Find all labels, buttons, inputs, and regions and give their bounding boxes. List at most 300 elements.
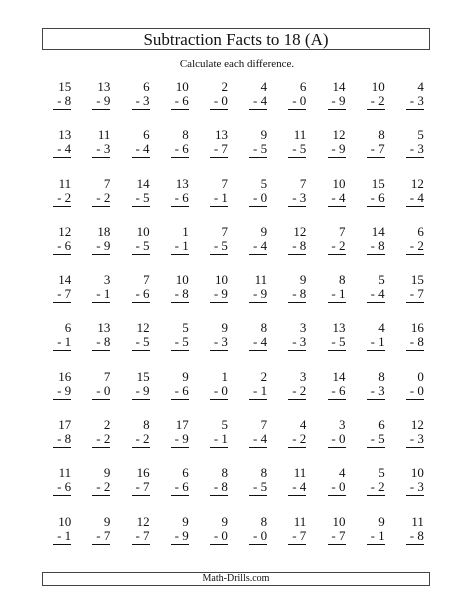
subtrahend: - 0 <box>210 384 228 400</box>
minuend: 15 <box>371 175 385 191</box>
subtrahend: - 1 <box>210 191 228 207</box>
subtraction-problem <box>355 225 394 273</box>
subtraction-problem <box>355 515 394 563</box>
subtrahend: - 5 <box>249 480 267 496</box>
minuend: 3 <box>299 368 307 384</box>
subtraction-problem <box>237 321 276 369</box>
subtrahend: - 1 <box>328 287 346 303</box>
subtrahend: - 1 <box>249 384 267 400</box>
minuend: 14 <box>58 272 72 288</box>
minuend: 11 <box>58 465 72 481</box>
subtrahend: - 6 <box>132 287 150 303</box>
minuend: 9 <box>103 513 111 529</box>
minuend: 5 <box>182 320 189 336</box>
subtrahend: - 1 <box>53 529 71 545</box>
minuend: 10 <box>175 79 189 94</box>
minuend: 14 <box>371 223 385 239</box>
subtraction-problem <box>119 466 158 514</box>
minuend: 8 <box>260 513 268 529</box>
minuend: 4 <box>378 320 385 336</box>
subtrahend: - 2 <box>406 239 424 255</box>
subtraction-problem <box>276 515 315 563</box>
subtraction-problem <box>119 128 158 176</box>
minuend: 2 <box>221 79 228 94</box>
subtrahend: - 9 <box>328 94 346 110</box>
subtrahend: - 4 <box>249 335 267 351</box>
subtraction-problem <box>159 177 198 225</box>
subtrahend: - 8 <box>92 335 110 351</box>
subtraction-problem <box>119 273 158 321</box>
subtrahend: - 1 <box>210 432 228 448</box>
minuend: 13 <box>58 127 72 143</box>
subtrahend: - 5 <box>288 142 306 158</box>
subtrahend: - 5 <box>210 239 228 255</box>
subtrahend: - 8 <box>171 287 189 303</box>
subtraction-problem <box>315 321 354 369</box>
subtraction-problem <box>198 273 237 321</box>
minuend: 13 <box>332 320 346 336</box>
minuend: 8 <box>260 465 268 481</box>
subtraction-problem <box>198 128 237 176</box>
minuend: 6 <box>182 465 189 481</box>
minuend: 9 <box>260 127 268 143</box>
minuend: 15 <box>58 79 72 94</box>
subtraction-problem <box>355 466 394 514</box>
minuend: 3 <box>103 272 111 288</box>
subtrahend: - 7 <box>288 529 306 545</box>
subtrahend: - 9 <box>171 432 189 448</box>
subtrahend: - 7 <box>132 480 150 496</box>
subtraction-problem <box>198 515 237 563</box>
minuend: 18 <box>97 223 111 239</box>
subtrahend: - 4 <box>132 142 150 158</box>
subtrahend: - 9 <box>92 239 110 255</box>
minuend: 4 <box>417 79 424 94</box>
subtrahend: - 3 <box>367 384 385 400</box>
subtraction-problem <box>198 370 237 418</box>
minuend: 14 <box>332 368 346 384</box>
subtraction-problem <box>41 177 80 225</box>
subtraction-problem <box>80 273 119 321</box>
minuend: 6 <box>143 127 150 143</box>
minuend: 1 <box>182 223 189 239</box>
minuend: 2 <box>260 368 268 384</box>
subtraction-problem <box>41 370 80 418</box>
subtrahend: - 1 <box>92 287 110 303</box>
subtrahend: - 5 <box>171 335 189 351</box>
subtraction-problem <box>198 177 237 225</box>
subtraction-problem <box>394 466 433 514</box>
subtraction-problem <box>315 225 354 273</box>
minuend: 12 <box>136 320 150 336</box>
subtrahend: - 9 <box>210 287 228 303</box>
subtrahend: - 7 <box>367 142 385 158</box>
subtrahend: - 2 <box>288 384 306 400</box>
subtrahend: - 9 <box>328 142 346 158</box>
minuend: 7 <box>143 272 150 288</box>
minuend: 7 <box>103 368 111 384</box>
subtraction-problem <box>198 80 237 128</box>
subtraction-problem <box>159 370 198 418</box>
subtrahend: - 0 <box>406 384 424 400</box>
minuend: 9 <box>221 513 228 529</box>
subtrahend: - 9 <box>53 384 71 400</box>
minuend: 10 <box>332 175 346 191</box>
subtraction-problem <box>394 370 433 418</box>
subtraction-problem <box>276 177 315 225</box>
subtraction-problem <box>394 177 433 225</box>
minuend: 4 <box>339 465 346 481</box>
subtraction-problem <box>80 177 119 225</box>
minuend: 8 <box>221 465 228 481</box>
subtraction-problem <box>159 418 198 466</box>
minuend: 10 <box>214 272 228 288</box>
minuend: 10 <box>58 513 72 529</box>
subtrahend: - 6 <box>367 191 385 207</box>
minuend: 17 <box>175 417 189 433</box>
subtraction-problem <box>41 515 80 563</box>
subtraction-problem <box>315 370 354 418</box>
subtrahend: - 4 <box>328 191 346 207</box>
minuend: 5 <box>378 465 385 481</box>
subtrahend: - 4 <box>249 94 267 110</box>
subtrahend: - 1 <box>367 529 385 545</box>
minuend: 16 <box>58 368 72 384</box>
minuend: 13 <box>97 320 111 336</box>
subtraction-problem <box>394 273 433 321</box>
subtraction-problem <box>276 80 315 128</box>
minuend: 16 <box>410 320 424 336</box>
subtraction-problem <box>159 321 198 369</box>
minuend: 2 <box>103 417 111 433</box>
minuend: 8 <box>378 368 385 384</box>
worksheet-title-box <box>42 28 430 50</box>
minuend: 9 <box>182 513 189 529</box>
minuend: 11 <box>97 127 111 143</box>
subtrahend: - 0 <box>288 94 306 110</box>
minuend: 13 <box>97 79 111 94</box>
minuend: 10 <box>410 465 424 481</box>
subtraction-problem <box>276 273 315 321</box>
subtraction-problem <box>394 418 433 466</box>
subtrahend: - 5 <box>132 335 150 351</box>
subtraction-problem <box>80 80 119 128</box>
subtraction-problem <box>80 128 119 176</box>
subtrahend: - 4 <box>249 432 267 448</box>
minuend: 13 <box>175 175 189 191</box>
subtrahend: - 2 <box>367 94 385 110</box>
subtrahend: - 2 <box>53 191 71 207</box>
minuend: 10 <box>332 513 346 529</box>
minuend: 9 <box>299 272 307 288</box>
minuend: 11 <box>293 513 307 529</box>
minuend: 11 <box>58 175 72 191</box>
minuend: 7 <box>221 223 228 239</box>
minuend: 9 <box>260 223 268 239</box>
subtraction-problem <box>159 466 198 514</box>
subtrahend: - 7 <box>406 287 424 303</box>
minuend: 12 <box>58 223 72 239</box>
subtraction-problem <box>394 515 433 563</box>
subtrahend: - 9 <box>92 94 110 110</box>
minuend: 6 <box>299 79 307 94</box>
subtrahend: - 8 <box>53 432 71 448</box>
subtraction-problem <box>355 273 394 321</box>
subtraction-problem <box>41 80 80 128</box>
subtrahend: - 3 <box>132 94 150 110</box>
minuend: 12 <box>332 127 346 143</box>
subtrahend: - 3 <box>406 94 424 110</box>
subtrahend: - 6 <box>328 384 346 400</box>
worksheet-title: Subtraction Facts to 18 (A) <box>143 29 329 49</box>
subtraction-problem <box>41 273 80 321</box>
subtrahend: - 8 <box>367 239 385 255</box>
minuend: 11 <box>411 513 424 529</box>
subtrahend: - 4 <box>249 239 267 255</box>
minuend: 9 <box>182 368 189 384</box>
subtraction-problem <box>237 225 276 273</box>
subtraction-problem <box>237 370 276 418</box>
subtrahend: - 0 <box>92 384 110 400</box>
subtrahend: - 2 <box>288 432 306 448</box>
subtraction-problem <box>80 466 119 514</box>
subtrahend: - 8 <box>406 335 424 351</box>
subtraction-problem <box>237 418 276 466</box>
minuend: 7 <box>103 175 111 191</box>
subtrahend: - 5 <box>132 239 150 255</box>
subtraction-problem <box>198 321 237 369</box>
subtraction-problem <box>80 515 119 563</box>
subtraction-problem <box>237 466 276 514</box>
minuend: 3 <box>299 320 307 336</box>
subtraction-problem <box>119 177 158 225</box>
subtraction-problem <box>315 515 354 563</box>
minuend: 9 <box>378 513 385 529</box>
subtrahend: - 3 <box>406 432 424 448</box>
minuend: 11 <box>254 272 268 288</box>
subtrahend: - 3 <box>210 335 228 351</box>
subtraction-problem <box>159 80 198 128</box>
minuend: 5 <box>378 272 385 288</box>
subtraction-problem <box>315 128 354 176</box>
subtraction-problem <box>119 418 158 466</box>
subtraction-problem <box>276 370 315 418</box>
minuend: 1 <box>221 368 228 384</box>
minuend: 4 <box>299 417 307 433</box>
subtrahend: - 9 <box>132 384 150 400</box>
problem-grid <box>41 80 433 563</box>
minuend: 12 <box>410 175 424 191</box>
minuend: 5 <box>417 127 424 143</box>
subtrahend: - 4 <box>53 142 71 158</box>
subtrahend: - 2 <box>92 432 110 448</box>
subtraction-problem <box>119 80 158 128</box>
subtrahend: - 3 <box>92 142 110 158</box>
subtraction-problem <box>80 321 119 369</box>
subtraction-problem <box>198 225 237 273</box>
minuend: 12 <box>410 417 424 433</box>
minuend: 3 <box>339 417 346 433</box>
subtraction-problem <box>276 225 315 273</box>
subtraction-problem <box>315 418 354 466</box>
subtrahend: - 6 <box>171 94 189 110</box>
subtrahend: - 6 <box>171 384 189 400</box>
subtrahend: - 5 <box>249 142 267 158</box>
subtrahend: - 0 <box>210 94 228 110</box>
subtraction-problem <box>237 128 276 176</box>
subtrahend: - 0 <box>249 191 267 207</box>
minuend: 16 <box>136 465 150 481</box>
subtraction-problem <box>355 370 394 418</box>
subtrahend: - 8 <box>53 94 71 110</box>
subtraction-problem <box>276 466 315 514</box>
subtraction-problem <box>119 225 158 273</box>
subtrahend: - 0 <box>328 432 346 448</box>
subtraction-problem <box>276 321 315 369</box>
minuend: 13 <box>214 127 228 143</box>
subtrahend: - 2 <box>132 432 150 448</box>
footer-text: Math-Drills.com <box>202 573 270 584</box>
minuend: 11 <box>293 465 307 481</box>
subtraction-problem <box>355 80 394 128</box>
minuend: 10 <box>136 223 150 239</box>
subtraction-problem <box>159 128 198 176</box>
subtrahend: - 6 <box>53 239 71 255</box>
subtrahend: - 0 <box>249 529 267 545</box>
subtrahend: - 6 <box>171 191 189 207</box>
subtrahend: - 1 <box>367 335 385 351</box>
subtraction-problem <box>355 418 394 466</box>
subtraction-problem <box>119 321 158 369</box>
subtraction-problem <box>41 225 80 273</box>
subtrahend: - 1 <box>171 239 189 255</box>
minuend: 8 <box>260 320 268 336</box>
subtraction-problem <box>394 80 433 128</box>
subtraction-problem <box>237 80 276 128</box>
subtraction-problem <box>80 418 119 466</box>
minuend: 7 <box>260 417 268 433</box>
subtrahend: - 2 <box>328 239 346 255</box>
minuend: 5 <box>221 417 228 433</box>
subtrahend: - 9 <box>249 287 267 303</box>
subtraction-problem <box>41 128 80 176</box>
subtraction-problem <box>198 466 237 514</box>
subtraction-problem <box>159 515 198 563</box>
subtraction-problem <box>394 225 433 273</box>
minuend: 12 <box>293 223 307 239</box>
minuend: 6 <box>417 223 424 239</box>
subtrahend: - 2 <box>367 480 385 496</box>
subtrahend: - 8 <box>210 480 228 496</box>
minuend: 6 <box>378 417 385 433</box>
minuend: 9 <box>221 320 228 336</box>
subtraction-problem <box>80 370 119 418</box>
subtrahend: - 3 <box>288 191 306 207</box>
subtraction-problem <box>198 418 237 466</box>
subtraction-problem <box>119 515 158 563</box>
subtraction-problem <box>159 273 198 321</box>
footer-box <box>42 572 430 586</box>
minuend: 0 <box>417 368 424 384</box>
minuend: 10 <box>371 79 385 94</box>
subtraction-problem <box>41 321 80 369</box>
minuend: 11 <box>293 127 307 143</box>
subtrahend: - 6 <box>171 142 189 158</box>
minuend: 14 <box>332 79 346 94</box>
subtraction-problem <box>355 177 394 225</box>
minuend: 5 <box>260 175 268 191</box>
subtraction-problem <box>119 370 158 418</box>
minuend: 6 <box>64 320 72 336</box>
subtraction-problem <box>315 466 354 514</box>
minuend: 6 <box>143 79 150 94</box>
subtraction-problem <box>394 321 433 369</box>
minuend: 15 <box>136 368 150 384</box>
subtrahend: - 8 <box>288 287 306 303</box>
minuend: 8 <box>143 417 150 433</box>
subtrahend: - 5 <box>328 335 346 351</box>
minuend: 8 <box>378 127 385 143</box>
minuend: 15 <box>410 272 424 288</box>
subtraction-problem <box>237 515 276 563</box>
subtraction-problem <box>237 177 276 225</box>
minuend: 9 <box>103 465 111 481</box>
subtrahend: - 0 <box>328 480 346 496</box>
subtrahend: - 4 <box>406 191 424 207</box>
instructions: Calculate each difference. <box>179 58 295 70</box>
minuend: 7 <box>299 175 307 191</box>
subtraction-problem <box>394 128 433 176</box>
subtrahend: - 4 <box>367 287 385 303</box>
minuend: 8 <box>182 127 189 143</box>
subtraction-problem <box>276 128 315 176</box>
subtrahend: - 4 <box>288 480 306 496</box>
subtrahend: - 7 <box>53 287 71 303</box>
subtrahend: - 7 <box>132 529 150 545</box>
subtrahend: - 8 <box>406 529 424 545</box>
minuend: 14 <box>136 175 150 191</box>
subtraction-problem <box>355 321 394 369</box>
subtraction-problem <box>237 273 276 321</box>
subtrahend: - 3 <box>406 480 424 496</box>
minuend: 7 <box>339 223 346 239</box>
subtraction-problem <box>315 80 354 128</box>
minuend: 7 <box>221 175 228 191</box>
subtrahend: - 2 <box>92 191 110 207</box>
subtraction-problem <box>41 466 80 514</box>
subtrahend: - 7 <box>92 529 110 545</box>
subtrahend: - 7 <box>210 142 228 158</box>
minuend: 17 <box>58 417 72 433</box>
minuend: 4 <box>260 79 268 94</box>
subtraction-problem <box>41 418 80 466</box>
subtrahend: - 5 <box>132 191 150 207</box>
subtraction-problem <box>355 128 394 176</box>
minuend: 8 <box>339 272 346 288</box>
subtrahend: - 3 <box>406 142 424 158</box>
minuend: 10 <box>175 272 189 288</box>
subtrahend: - 0 <box>210 529 228 545</box>
subtraction-problem <box>315 273 354 321</box>
subtraction-problem <box>159 225 198 273</box>
subtrahend: - 6 <box>53 480 71 496</box>
subtrahend: - 8 <box>288 239 306 255</box>
subtrahend: - 7 <box>328 529 346 545</box>
subtrahend: - 5 <box>367 432 385 448</box>
subtraction-problem <box>276 418 315 466</box>
subtrahend: - 9 <box>171 529 189 545</box>
subtrahend: - 2 <box>92 480 110 496</box>
